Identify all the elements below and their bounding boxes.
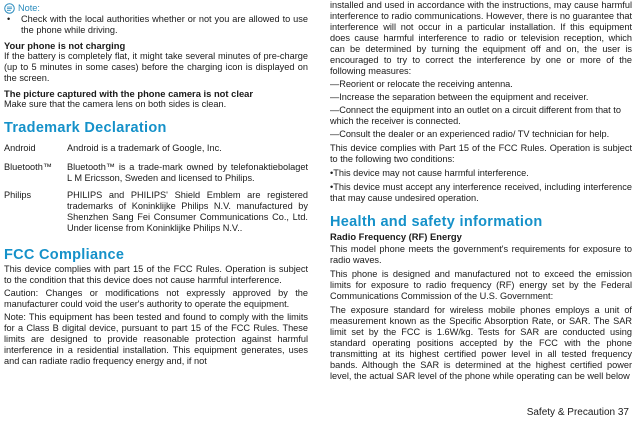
table-row [4,190,308,234]
fcc-measure: —Connect the equipment into an outlet on a circuit different from that to which the receiver is connected. [330,105,621,126]
fcc-paragraph: This device complies with part 15 of the FCC Rules. Operation is subject to the condition that this device does not cause harmful interference. [4,264,308,285]
health-paragraph: The exposure standard for wireless mobile phones employs a unit of measurement known as the Specific Absorption Rate, or SAR. The SAR limit set by the FCC is 1.6W/kg. Tests for SAR are conducted using standard operating positions accepted by the FCC with the phone transmitting at its highest certified power level in all tested frequency bands. Although the SAR is determined at the highest certified power level, the actual SAR level of the phone while operating can be well below [330,305,632,381]
fcc-caution: Caution: Changes or modifications not expressly approved by the manufacturer could void the user's authority to operate the equipment. [4,288,308,309]
fcc-heading: FCC Compliance [4,247,125,263]
fcc-condition: •This device may not cause harmful interference. [330,168,529,178]
trademark-key: Bluetooth™ [4,162,53,172]
fcc-conditions-intro: This device complies with Part 15 of the FCC Rules. Operation is subject to the following two conditions: [330,143,632,164]
health-paragraph: This model phone meets the government's requirements for exposure to radio waves. [330,244,632,265]
note-header [4,2,308,14]
fcc-measure: —Reorient or relocate the receiving antenna. [330,79,513,89]
bullet: • [7,14,11,24]
trademark-value: Bluetooth™ is a trade-mark owned by telefonaktiebolaget L M Ericsson, Sweden and licensed to Philips. [67,162,308,183]
table-row [4,162,308,184]
note-item [4,14,308,36]
health-heading: Health and safety information [330,214,543,230]
not-charging-heading: Your phone is not charging [4,40,126,51]
note-icon [4,3,15,14]
table-row [4,143,308,154]
left-column [4,0,308,367]
trademark-table [4,143,308,234]
trademark-key: Philips [4,190,32,200]
note-text: Check with the local authorities whether or not you are allowed to use the phone while driving. [21,14,308,35]
rf-energy-heading: Radio Frequency (RF) Energy [330,231,462,242]
not-clear-text: Make sure that the camera lens on both sides is clean. [4,99,227,109]
trademark-heading: Trademark Declaration [4,120,167,136]
trademark-value: Android is a trademark of Google, Inc. [67,143,222,153]
fcc-note: Note: This equipment has been tested and found to comply with the limits for a Class B digital device, pursuant to part 15 of the FCC Rules. These limits are designed to provide reasonable protection against harmful interference in a residential installation. This equipment generates, uses and can radiate radio frequency energy and, if not [4,312,308,366]
fcc-condition: •This device must accept any interference received, including interference that may cause undesired operation. [330,182,632,203]
not-clear-heading: The picture captured with the phone camera is not clear [4,88,254,99]
trademark-value: PHILIPS and PHILIPS' Shield Emblem are registered trademarks of Koninklijke Philips N.V. manufactured by Shenzhen Sang Fei Consumer Communications Co., Ltd. Under license from Koninklijke Philips N.V.. [67,190,308,233]
fcc-measure: —Increase the separation between the equipment and receiver. [330,92,589,102]
not-charging-text: If the battery is completely flat, it might take several minutes of pre-charge (up to 5 minutes in some cases) before the charging icon is displayed on the screen. [4,51,308,83]
fcc-measure: —Consult the dealer or an experienced radio/ TV technician for help. [330,129,610,139]
page-footer: Safety & Precaution 37 [526,407,629,418]
note-label: Note: [18,2,40,13]
right-column [330,0,632,382]
health-paragraph: This phone is designed and manufactured not to exceed the emission limits for exposure to radio frequency (RF) energy set by the Federal Communications Commission of the U.S. Government: [330,269,632,301]
trademark-key: Android [4,143,36,153]
fcc-paragraph-continued: installed and used in accordance with the instructions, may cause harmful interference to radio communications. However, there is no guarantee that interference will not occur in a particular installation. If this equipment does cause harmful interference to radio or television reception, which can be determined by turning the equipment off and on, the user is encouraged to try to correct the interference by one or more of the following measures: [330,0,632,76]
